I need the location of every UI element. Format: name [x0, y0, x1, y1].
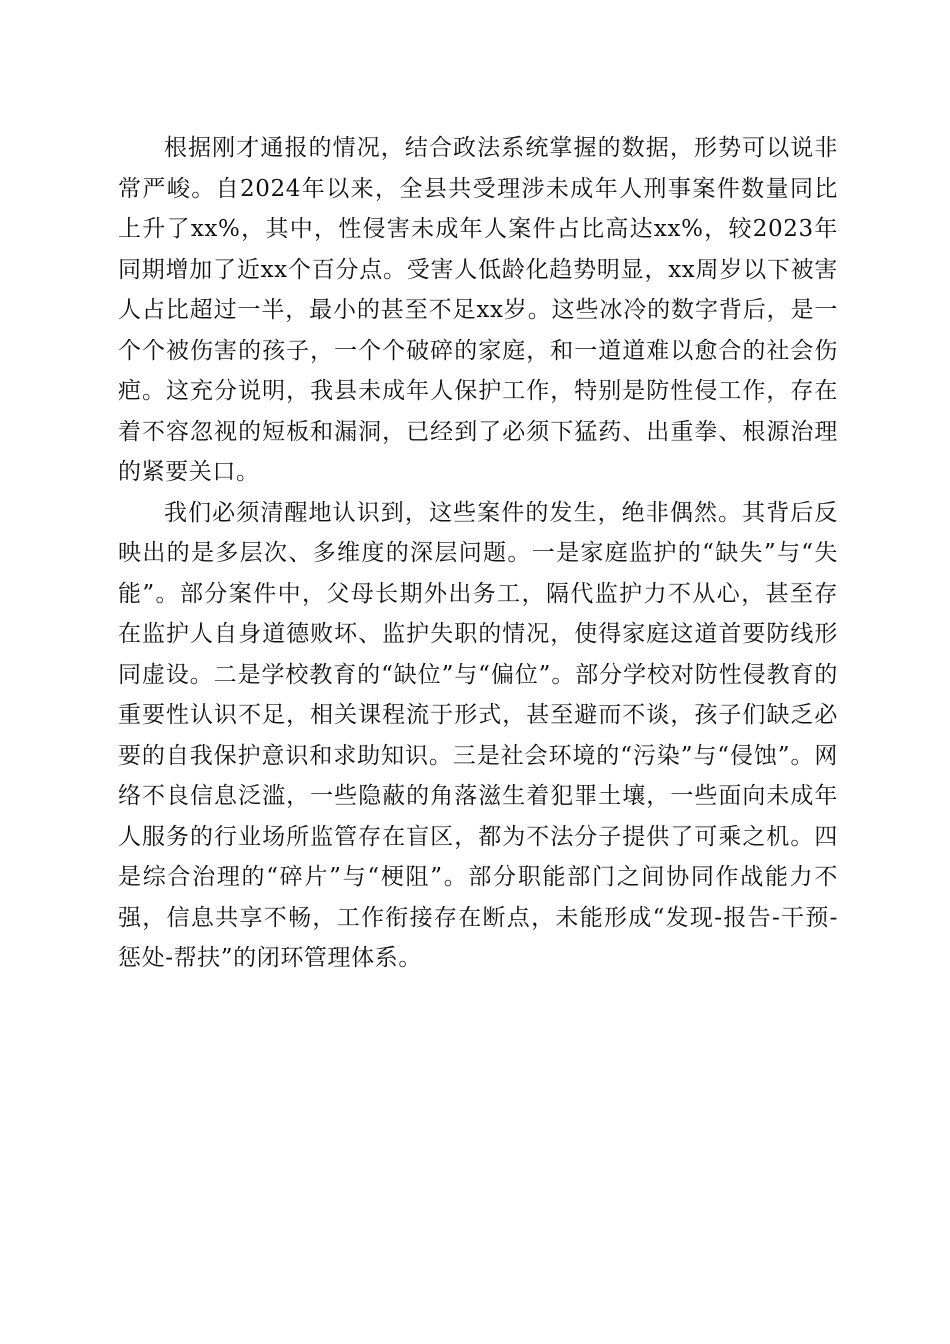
paragraph-root-causes: 我们必须清醒地认识到，这些案件的发生，绝非偶然。其背后反映出的是多层次、多维度的深层问题。一是家庭监护的“缺失”与“失能”。部分案件中，父母长期外出务工，隔代监护力不从心，甚至存在监护人自身道德败坏、监护失职的情况，使得家庭这道首要防线形同虚设。二是学校教育的“缺位”与“偏位”。部分学校对防性侵教育的重要性认识不足，相关课程流于形式，甚至避而不谈，孩子们缺乏必要的自我保护意识和求助知识。三是社会环境的“污染”与“侵蚀”。网络不良信息泛滥，一些隐蔽的角落滋生着犯罪土壤，一些面向未成年人服务的行业场所监管存在盲区，都为不法分子提供了可乘之机。四是综合治理的“碎片”与“梗阻”。部分职能部门之间协同作战能力不强，信息共享不畅，工作衔接存在断点，未能形成“发现-报告-干预-惩处-帮扶”的闭环管理体系。	[118, 499, 838, 971]
paragraph-situation: 根据刚才通报的情况，结合政法系统掌握的数据，形势可以说非常严峻。自2024年以来，全县共受理涉未成年人刑事案件数量同比上升了xx%，其中，性侵害未成年人案件占比高达xx%，较2023年同期增加了近xx个百分点。受害人低龄化趋势明显，xx周岁以下被害人占比超过一半，最小的甚至不足xx岁。这些冰冷的数字背后，是一个个被伤害的孩子，一个个破碎的家庭，和一道道难以愈合的社会伤疤。这充分说明，我县未成年人保护工作，特别是防性侵工作，存在着不容忽视的短板和漏洞，已经到了必须下猛药、出重拳、根源治理的紧要关口。	[118, 135, 838, 485]
body-text	[118, 128, 838, 979]
